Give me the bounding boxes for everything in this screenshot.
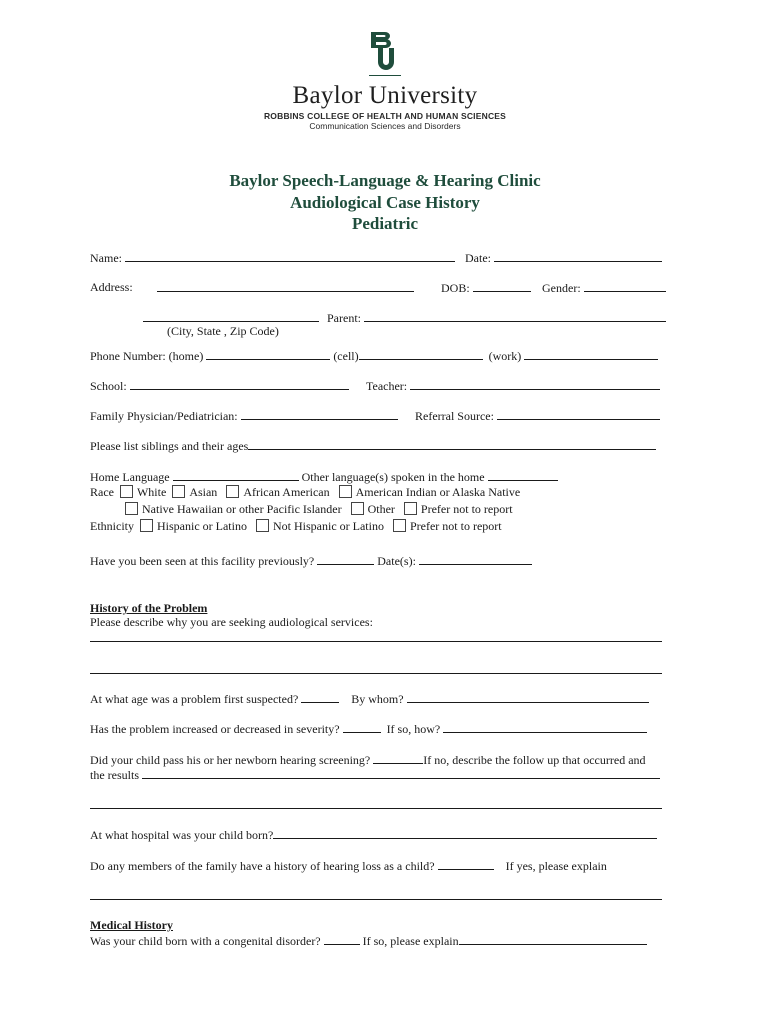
gender-field[interactable] (584, 280, 666, 292)
ethnicity-prefer-not-checkbox[interactable] (393, 519, 406, 532)
race-asian-checkbox[interactable] (172, 485, 185, 498)
phone-row (90, 348, 658, 363)
age-suspected-field[interactable] (301, 691, 339, 703)
race-row (90, 485, 520, 499)
results-line-2[interactable] (90, 808, 662, 809)
phone-home-field[interactable] (206, 348, 330, 360)
race-american-indian-checkbox[interactable] (339, 485, 352, 498)
if-yes-label: If yes, please explain (505, 859, 607, 873)
college-name: ROBBINS COLLEGE OF HEALTH AND HUMAN SCIENCES (263, 111, 507, 121)
name-field[interactable] (125, 250, 455, 262)
language-row (90, 469, 558, 484)
by-whom-label: By whom? (351, 692, 404, 706)
name-label: Name: (90, 251, 122, 265)
history-describe-line-2[interactable] (90, 673, 662, 674)
family-history-row (90, 858, 607, 873)
phone-cell-field[interactable] (359, 348, 483, 360)
home-language-field[interactable] (173, 469, 299, 481)
parent-field[interactable] (364, 310, 666, 322)
history-describe-line-1[interactable] (90, 641, 662, 642)
phone-cell-label: (cell) (333, 349, 359, 363)
ethnicity-prefer-not-label: Prefer not to report (409, 519, 502, 533)
seen-previously-label: Have you been seen at this facility previously? (90, 554, 315, 568)
other-language-field[interactable] (488, 469, 558, 481)
dates-field[interactable] (419, 553, 532, 565)
race-native-hawaiian-label: Native Hawaiian or other Pacific Islander (142, 502, 342, 516)
dob-row (441, 280, 531, 295)
date-label: Date: (465, 251, 491, 265)
university-name: Baylor University (292, 82, 478, 109)
race-african-american-checkbox[interactable] (226, 485, 239, 498)
baylor-bu-logo-icon (368, 30, 402, 76)
congenital-field[interactable] (324, 933, 360, 945)
physician-label: Family Physician/Pediatrician: (90, 409, 238, 423)
phone-work-field[interactable] (524, 348, 658, 360)
ethnicity-label: Ethnicity (90, 519, 134, 533)
history-heading: History of the Problem (90, 601, 208, 615)
race-white-checkbox[interactable] (120, 485, 133, 498)
ethnicity-row (90, 519, 502, 533)
city-state-zip-field[interactable] (143, 310, 319, 322)
if-so-explain-label: If so, please explain (362, 934, 459, 948)
form-subtitle: Pediatric (351, 214, 419, 233)
other-language-label: Other language(s) spoken in the home (301, 470, 485, 484)
if-so-how-field[interactable] (443, 721, 647, 733)
phone-work-label: (work) (488, 349, 522, 363)
newborn-field[interactable] (373, 752, 423, 764)
form-title: Audiological Case History (290, 193, 480, 212)
school-label: School: (90, 379, 127, 393)
dob-label: DOB: (441, 281, 470, 295)
if-no-label: If no, describe the follow up that occurred and (423, 753, 646, 767)
parent-label: Parent: (327, 311, 361, 325)
siblings-label: Please list siblings and their ages (90, 439, 249, 453)
ethnicity-hispanic-label: Hispanic or Latino (157, 519, 247, 533)
teacher-row (366, 378, 660, 393)
severity-field[interactable] (343, 721, 381, 733)
race-asian-label: Asian (189, 485, 218, 499)
results-row (90, 767, 660, 782)
severity-label: Has the problem increased or decreased in severity? (90, 722, 340, 736)
age-suspected-label: At what age was a problem first suspected? (90, 692, 299, 706)
physician-row (90, 408, 398, 423)
teacher-field[interactable] (410, 378, 660, 390)
race-other-label: Other (367, 502, 395, 516)
medical-heading: Medical History (90, 918, 173, 932)
history-describe-label: Please describe why you are seeking audiological services: (90, 615, 373, 629)
race-label: Race (90, 485, 114, 499)
the-results-label: the results (90, 768, 139, 782)
city-row (143, 310, 319, 325)
ethnicity-hispanic-checkbox[interactable] (140, 519, 153, 532)
family-history-field[interactable] (438, 858, 494, 870)
seen-previously-row (90, 553, 532, 568)
the-results-field[interactable] (142, 767, 660, 779)
parent-row (327, 310, 666, 325)
hospital-row (90, 827, 657, 842)
address-label: Address: (90, 280, 133, 294)
home-language-label: Home Language (90, 470, 170, 484)
dates-label: Date(s): (377, 554, 416, 568)
age-suspected-row (90, 691, 649, 706)
date-field[interactable] (494, 250, 662, 262)
gender-label: Gender: (542, 281, 581, 295)
referral-row (415, 408, 660, 423)
ethnicity-not-hispanic-label: Not Hispanic or Latino (272, 519, 384, 533)
address-field[interactable] (157, 280, 414, 292)
physician-field[interactable] (241, 408, 398, 420)
dob-field[interactable] (473, 280, 531, 292)
address-row (157, 280, 414, 295)
family-history-line-2[interactable] (90, 899, 662, 900)
gender-row (542, 280, 666, 295)
by-whom-field[interactable] (407, 691, 649, 703)
if-so-explain-field[interactable] (459, 933, 647, 945)
siblings-field[interactable] (248, 438, 656, 450)
department-name: Communication Sciences and Disorders (309, 121, 461, 131)
race-native-hawaiian-checkbox[interactable] (125, 502, 138, 515)
race-row-2 (125, 502, 513, 516)
newborn-row (90, 752, 646, 767)
congenital-label: Was your child born with a congenital disorder? (90, 934, 321, 948)
race-prefer-not-label: Prefer not to report (420, 502, 513, 516)
if-so-how-label: If so, how? (386, 722, 441, 736)
newborn-label: Did your child pass his or her newborn hearing screening? (90, 753, 371, 767)
race-african-american-label: African American (243, 485, 330, 499)
city-state-zip-label: (City, State , Zip Code) (167, 324, 279, 338)
teacher-label: Teacher: (366, 379, 408, 393)
referral-label: Referral Source: (415, 409, 494, 423)
family-history-label: Do any members of the family have a history of hearing loss as a child? (90, 859, 435, 873)
school-row (90, 378, 349, 393)
phone-home-label: Phone Number: (home) (90, 349, 204, 363)
date-row (465, 250, 662, 265)
baylor-logo (0, 30, 770, 76)
race-prefer-not-checkbox[interactable] (404, 502, 417, 515)
severity-row (90, 721, 647, 736)
ethnicity-not-hispanic-checkbox[interactable] (256, 519, 269, 532)
seen-previously-field[interactable] (317, 553, 374, 565)
race-american-indian-label: American Indian or Alaska Native (355, 485, 521, 499)
clinic-title: Baylor Speech-Language & Hearing Clinic (229, 171, 541, 190)
referral-field[interactable] (497, 408, 660, 420)
siblings-row (90, 438, 656, 453)
hospital-field[interactable] (273, 827, 657, 839)
race-white-label: White (136, 485, 167, 499)
hospital-label: At what hospital was your child born? (90, 828, 274, 842)
name-row (90, 250, 455, 265)
congenital-row (90, 933, 647, 948)
school-field[interactable] (130, 378, 349, 390)
race-other-checkbox[interactable] (351, 502, 364, 515)
